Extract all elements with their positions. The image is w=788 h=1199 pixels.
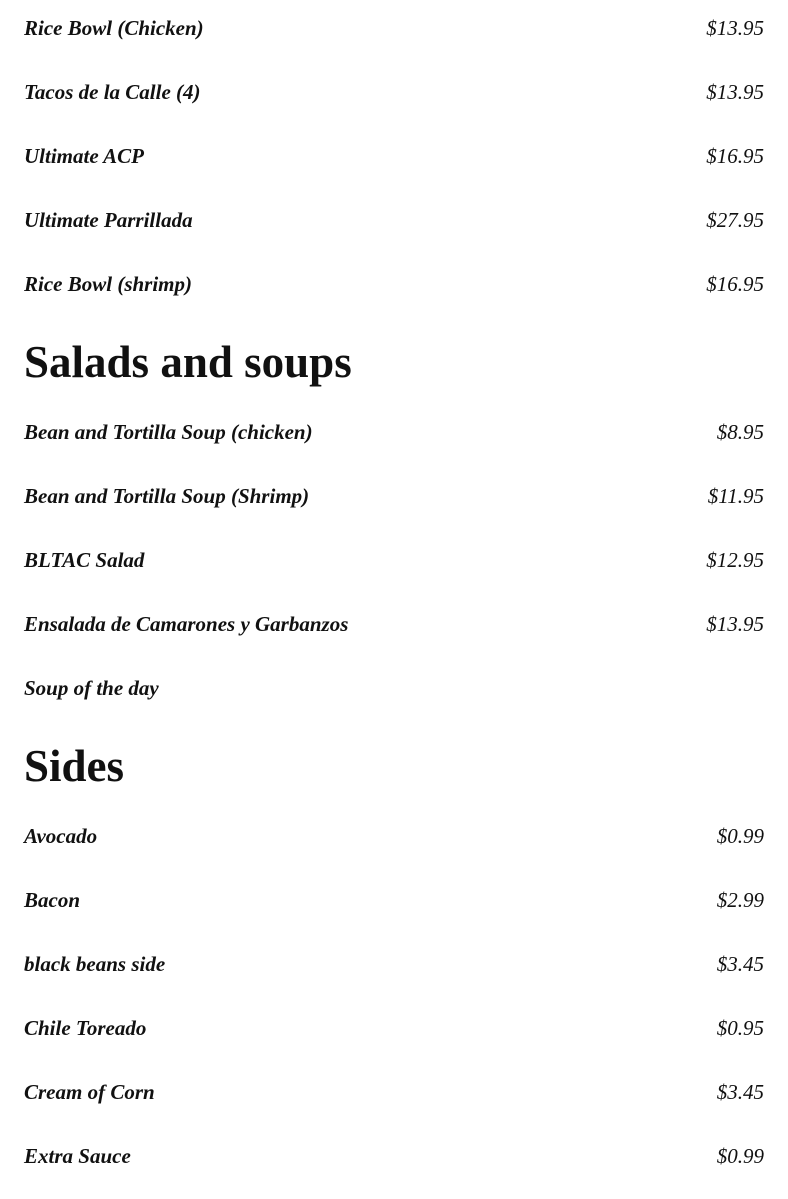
menu-item[interactable] — [24, 252, 764, 316]
section-salads-and-soups — [24, 316, 764, 720]
menu-item[interactable] — [24, 1060, 764, 1124]
item-price: $16.95 — [706, 143, 764, 168]
item-name: Chile Toreado — [24, 1015, 147, 1040]
section-sides — [24, 720, 764, 1188]
menu-item[interactable] — [24, 528, 764, 592]
item-price: $3.45 — [716, 1079, 764, 1104]
item-name: Avocado — [24, 823, 98, 848]
menu-item[interactable] — [24, 464, 764, 528]
item-price: $13.95 — [706, 611, 764, 636]
menu-item[interactable] — [24, 996, 764, 1060]
section-heading: Sides — [24, 741, 125, 791]
menu-item[interactable] — [24, 124, 764, 188]
item-name: black beans side — [24, 951, 166, 976]
section-top — [24, 0, 764, 316]
item-name: Bean and Tortilla Soup (chicken) — [24, 419, 313, 444]
item-name: BLTAC Salad — [24, 547, 145, 572]
item-name: Extra Sauce — [24, 1143, 131, 1168]
item-price: $13.95 — [706, 79, 764, 104]
item-name: Tacos de la Calle (4) — [24, 79, 201, 104]
item-name: Ultimate ACP — [24, 143, 144, 168]
item-price: $8.95 — [716, 419, 764, 444]
item-price: $3.45 — [716, 951, 764, 976]
item-price: $0.99 — [716, 823, 764, 848]
item-price: $0.99 — [716, 1143, 764, 1168]
item-name: Rice Bowl (shrimp) — [24, 271, 193, 296]
item-price: $12.95 — [706, 547, 764, 572]
menu-item[interactable] — [24, 1124, 764, 1188]
menu-item[interactable] — [24, 804, 764, 868]
menu-item[interactable] — [24, 0, 764, 60]
item-price: $2.99 — [716, 887, 764, 912]
item-name: Bacon — [24, 887, 81, 912]
item-name: Ensalada de Camarones y Garbanzos — [24, 611, 349, 636]
menu-item[interactable] — [24, 932, 764, 996]
menu-item[interactable] — [24, 656, 764, 720]
item-name: Soup of the day — [24, 675, 159, 700]
item-price: $16.95 — [706, 271, 764, 296]
item-price: $13.95 — [706, 15, 764, 40]
menu — [24, 0, 764, 1188]
item-name: Rice Bowl (Chicken) — [24, 15, 204, 40]
item-price: $0.95 — [716, 1015, 764, 1040]
menu-item[interactable] — [24, 60, 764, 124]
menu-item[interactable] — [24, 188, 764, 252]
menu-item[interactable] — [24, 868, 764, 932]
section-heading: Salads and soups — [24, 337, 352, 387]
item-price: $27.95 — [706, 207, 764, 232]
menu-item[interactable] — [24, 400, 764, 464]
menu-item[interactable] — [24, 592, 764, 656]
item-name: Cream of Corn — [24, 1079, 155, 1104]
item-name: Bean and Tortilla Soup (Shrimp) — [24, 483, 310, 508]
item-name: Ultimate Parrillada — [24, 207, 193, 232]
item-price: $11.95 — [707, 483, 764, 508]
